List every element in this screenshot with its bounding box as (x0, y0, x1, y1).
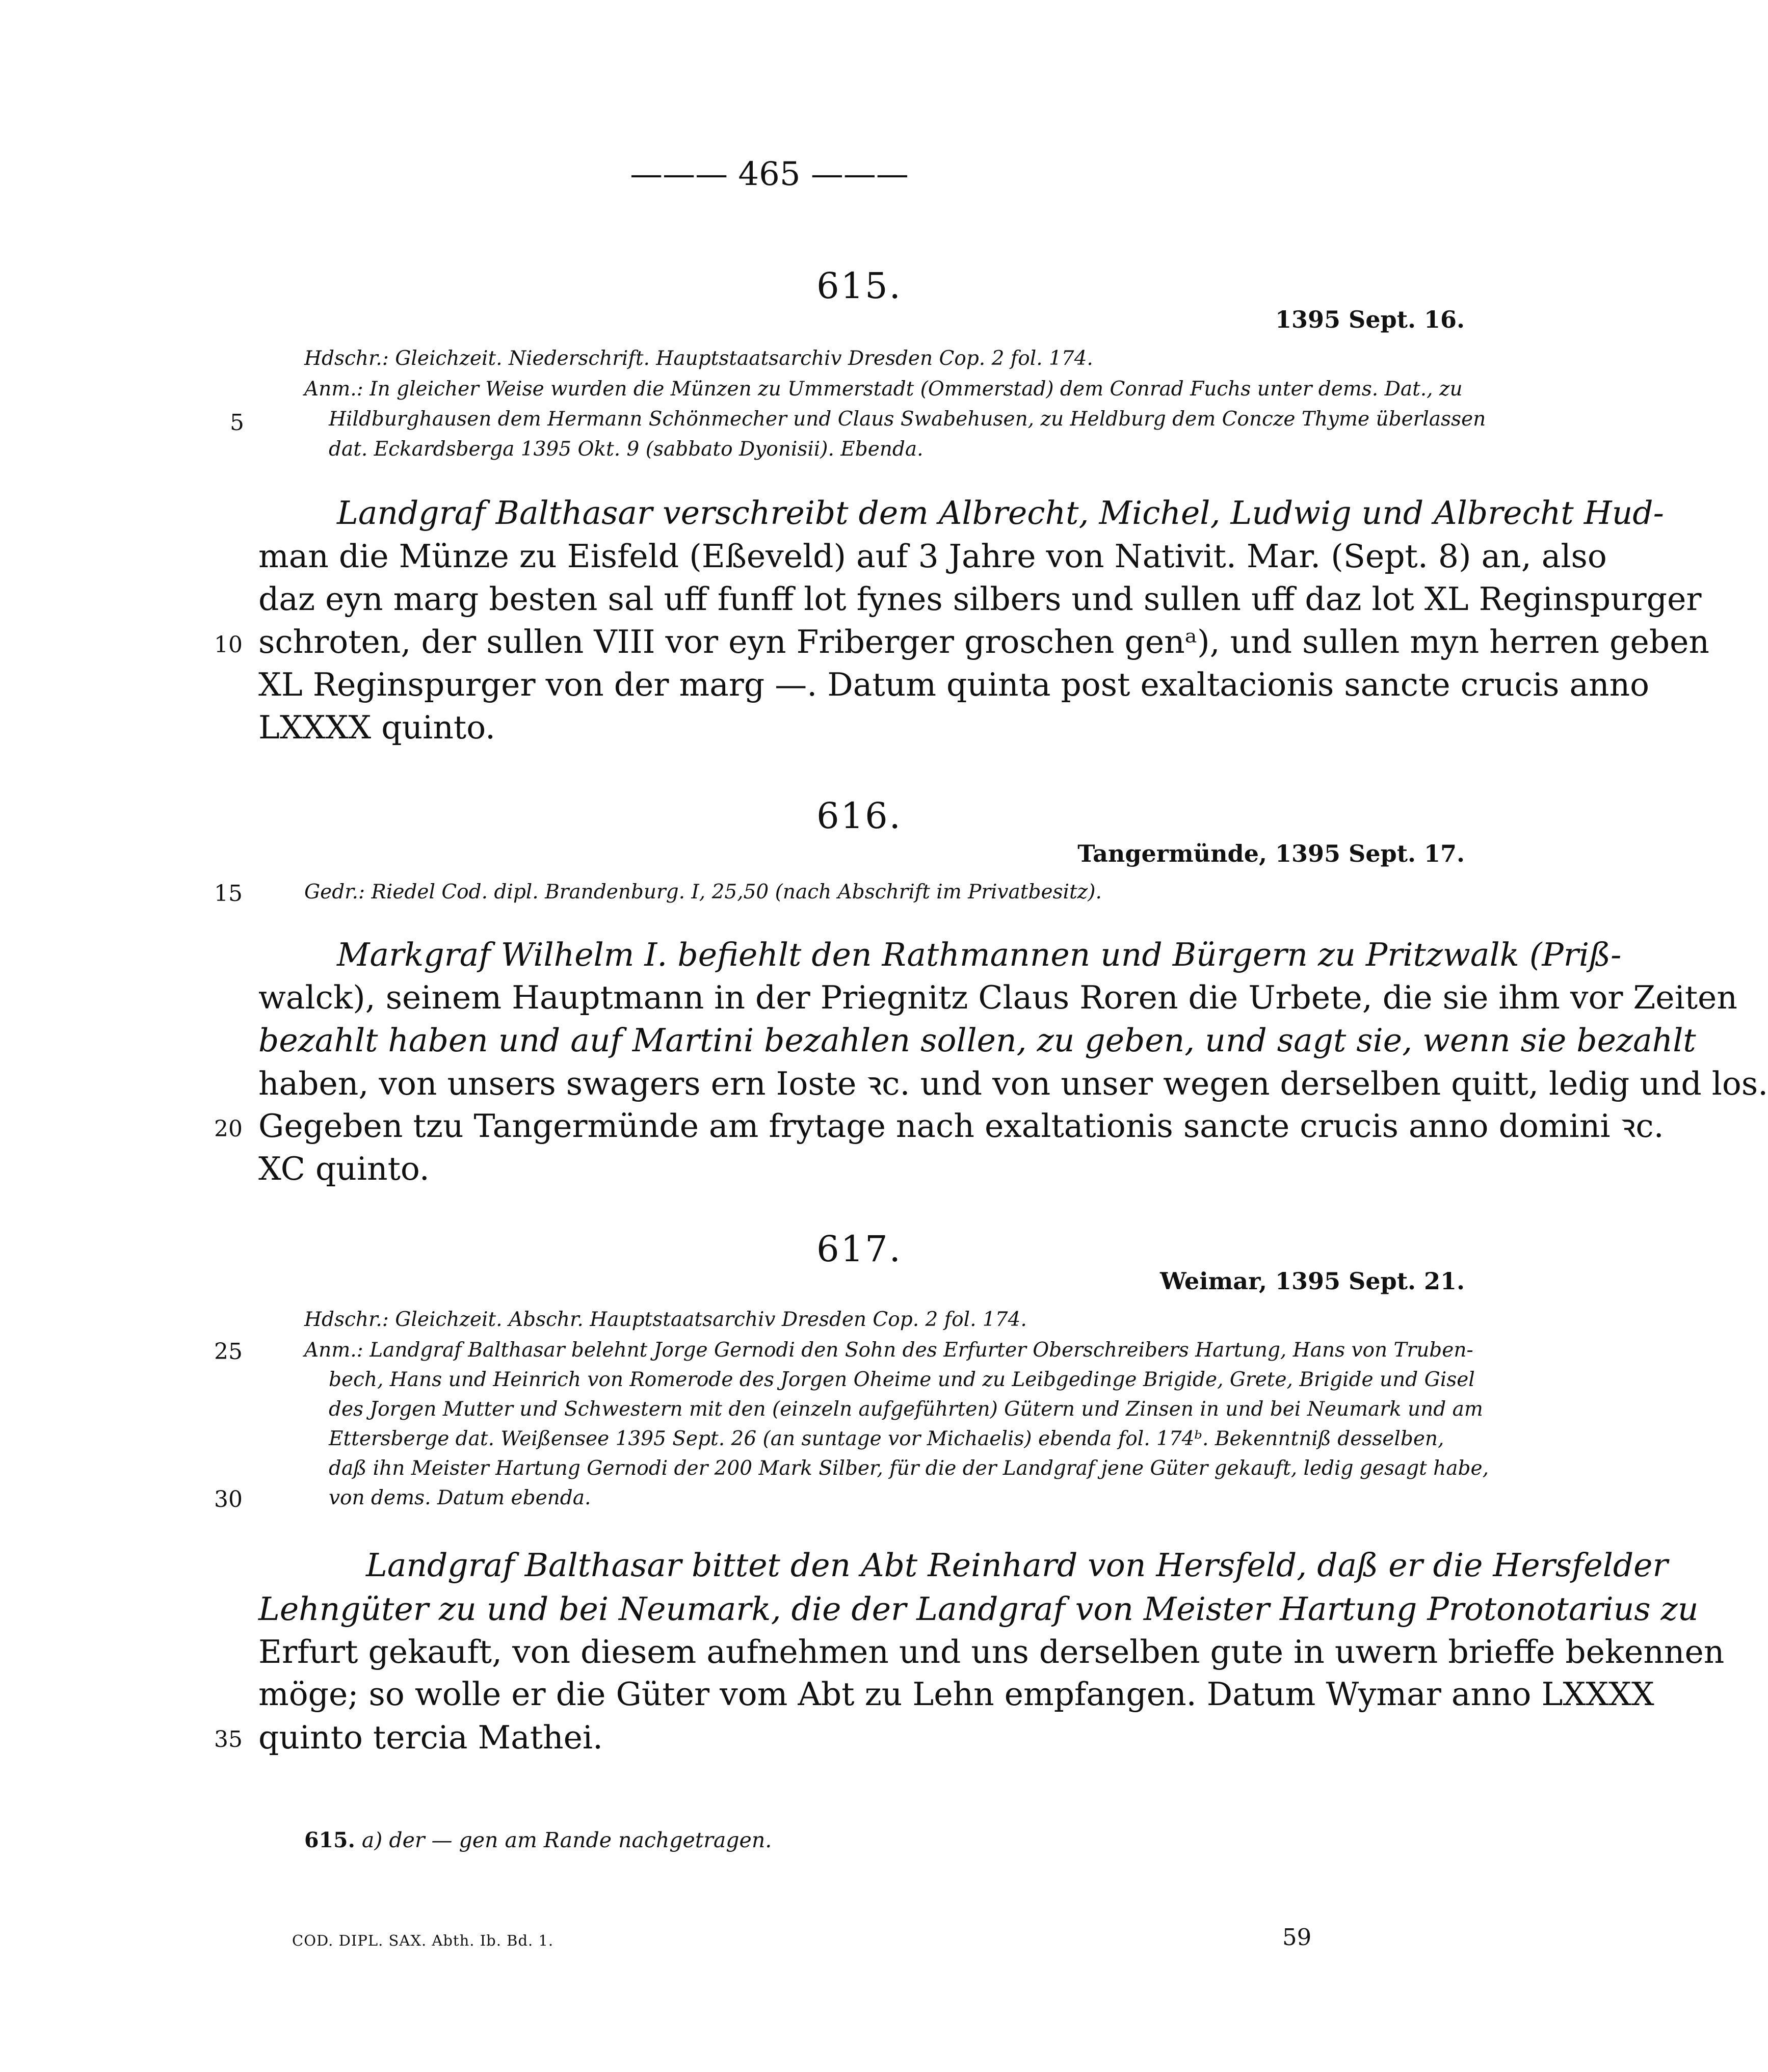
note-617-anm-6: von dems. Datum ebenda. (329, 1486, 591, 1509)
body-617-line-1: Landgraf Balthasar bittet den Abt Reinhard von Hersfeld, daß er die Hersfelder (366, 1547, 1668, 1584)
line-number: 25 (214, 1339, 243, 1365)
body-616-line-2: walck), seinem Hauptmann in der Priegnitz Claus Roren die Urbete, die sie ihm vor Zeiten (258, 979, 1737, 1016)
document-date-615: 1395 Sept. 16. (1275, 306, 1465, 333)
line-number: 30 (214, 1486, 243, 1512)
document-date-617: Weimar, 1395 Sept. 21. (1159, 1267, 1465, 1295)
document-number-615: 615. (816, 265, 902, 307)
line-number: 15 (214, 881, 243, 907)
body-616-line-5: Gegeben tzu Tangermünde am frytage nach exaltationis sancte crucis anno domini ꝛc. (258, 1107, 1664, 1145)
footnote-number: 615. (304, 1828, 355, 1852)
body-616-line-6: XC quinto. (258, 1150, 430, 1187)
body-617-line-5: quinto tercia Mathei. (258, 1719, 603, 1756)
note-617-anm-1: Anm.: Landgraf Balthasar belehnt Jorge Gernodi den Sohn des Erfurter Oberschreibers Hartung, Hans von Truben- (304, 1339, 1473, 1362)
body-615-line-6: LXXXX quinto. (258, 709, 496, 746)
footnote-text: a) der — gen am Rande nachgetragen. (361, 1828, 772, 1852)
body-615-line-2: man die Münze zu Eisfeld (Eßeveld) auf 3 Jahre von Nativit. Mar. (Sept. 8) an, also (258, 538, 1607, 575)
note-615-anm-1: Anm.: In gleicher Weise wurden die Münzen zu Ummerstadt (Ommerstad) dem Conrad Fuchs unter dems. Dat., zu (304, 378, 1463, 401)
document-date-616: Tangermünde, 1395 Sept. 17. (1077, 840, 1465, 867)
body-615-line-4: schroten, der sullen VIII vor eyn Friberger groschen genᵃ), und sullen myn herren geben (258, 623, 1709, 660)
body-616-line-1: Markgraf Wilhelm I. befiehlt den Rathmannen und Bürgern zu Pritzwalk (Priß- (337, 936, 1622, 973)
body-615-line-5: XL Reginspurger von der marg —. Datum quinta post exaltacionis sancte crucis anno (258, 666, 1650, 703)
document-number-616: 616. (816, 795, 902, 837)
note-617-anm-4: Ettersberge dat. Weißensee 1395 Sept. 26 (an suntage vor Michaelis) ebenda fol. 174ᵇ. Bekenntniß desselben, (329, 1427, 1444, 1450)
note-617-anm-5: daß ihn Meister Hartung Gernodi der 200 Mark Silber, für die der Landgraf jene Güter gekauft, ledig gesagt habe, (329, 1457, 1489, 1480)
folio-number: 59 (1282, 1924, 1312, 1951)
document-number-617: 617. (816, 1228, 902, 1270)
line-number: 5 (230, 410, 244, 436)
note-617-hdschr: Hdschr.: Gleichzeit. Abschr. Hauptstaatsarchiv Dresden Cop. 2 fol. 174. (304, 1308, 1027, 1331)
body-615-line-1: Landgraf Balthasar verschreibt dem Albrecht, Michel, Ludwig und Albrecht Hud- (337, 494, 1664, 532)
line-number: 35 (214, 1726, 243, 1752)
body-615-line-3: daz eyn marg besten sal uff funff lot fynes silbers und sullen uff daz lot XL Reginspurger (258, 580, 1702, 618)
body-616-line-3: bezahlt haben und auf Martini bezahlen sollen, zu geben, und sagt sie, wenn sie bezahlt (258, 1022, 1696, 1059)
note-617-anm-3: des Jorgen Mutter und Schwestern mit den (einzeln aufgeführten) Gütern und Zinsen in und bei Neumark und am (329, 1398, 1483, 1421)
body-617-line-4: möge; so wolle er die Güter vom Abt zu Lehn empfangen. Datum Wymar anno LXXXX (258, 1676, 1654, 1713)
page-number-header: ——— 465 ——— (630, 155, 909, 193)
line-number: 20 (214, 1116, 243, 1142)
note-616-gedr: Gedr.: Riedel Cod. dipl. Brandenburg. I, 25,50 (nach Abschrift im Privatbesitz). (304, 881, 1102, 904)
footer-source: COD. DIPL. SAX. Abth. Ib. Bd. 1. (292, 1932, 554, 1949)
line-number: 10 (214, 632, 243, 658)
note-615-hdschr: Hdschr.: Gleichzeit. Niederschrift. Hauptstaatsarchiv Dresden Cop. 2 fol. 174. (304, 347, 1093, 370)
body-616-line-4: haben, von unsers swagers ern Ioste ꝛc. und von unser wegen derselben quitt, ledig und los. (258, 1065, 1768, 1102)
note-617-anm-2: bech, Hans und Heinrich von Romerode des Jorgen Oheime und zu Leibgedinge Brigide, Grete, Brigide und Gisel (329, 1368, 1475, 1391)
body-617-line-2: Lehngüter zu und bei Neumark, die der Landgraf von Meister Hartung Protonotarius zu (258, 1590, 1699, 1628)
note-615-anm-3: dat. Eckardsberga 1395 Okt. 9 (sabbato Dyonisii). Ebenda. (329, 438, 923, 461)
note-615-anm-2: Hildburghausen dem Hermann Schönmecher und Claus Swabehusen, zu Heldburg dem Concze Thyme überlassen (329, 408, 1486, 431)
footnote (304, 1828, 772, 1852)
body-617-line-3: Erfurt gekauft, von diesem aufnehmen und uns derselben gute in uwern brieffe bekennen (258, 1633, 1725, 1670)
